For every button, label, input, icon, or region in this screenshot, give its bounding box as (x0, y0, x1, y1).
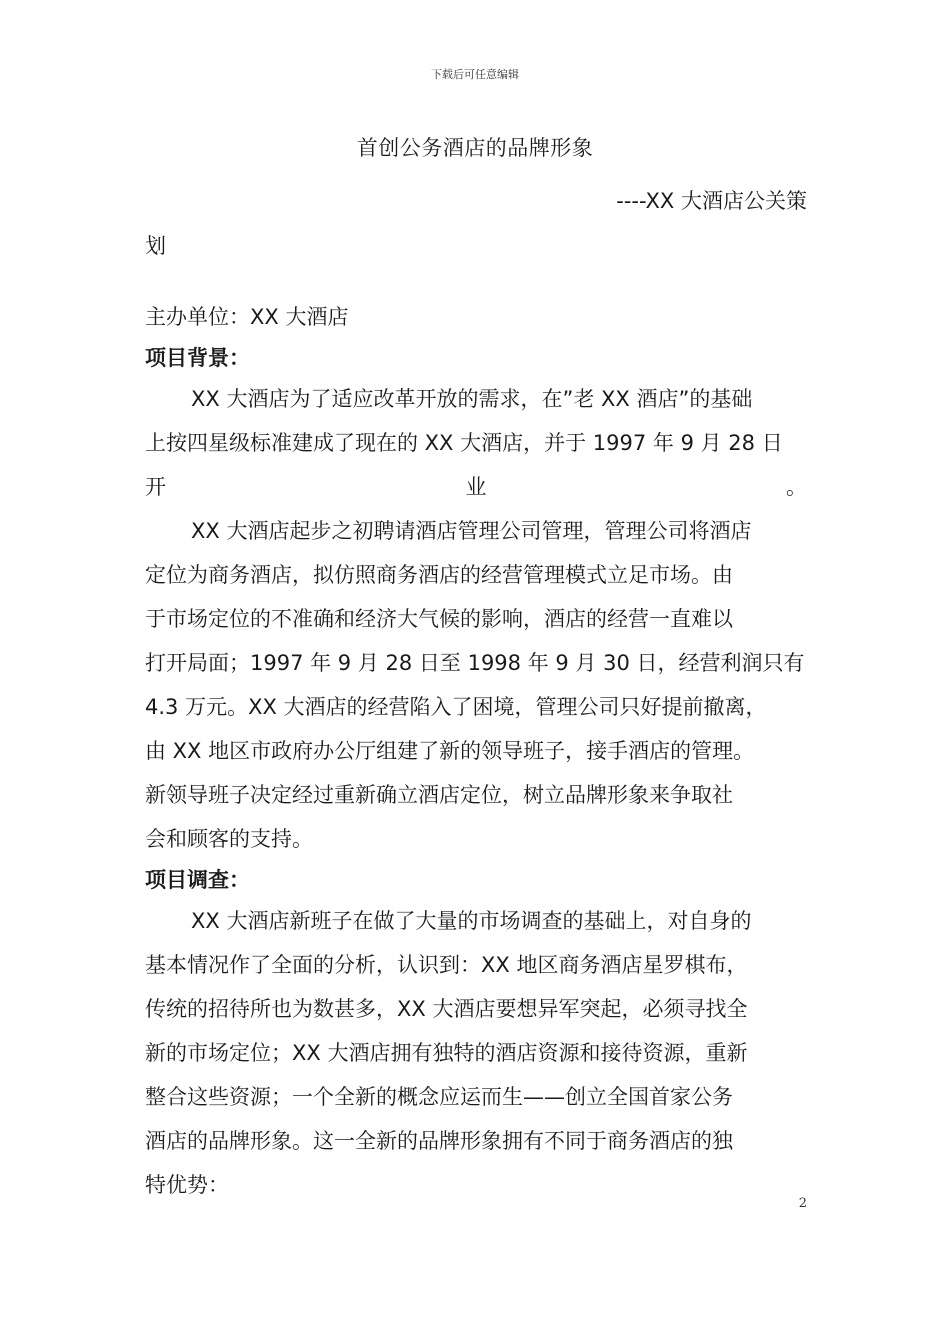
document-subtitle-continued: 划 (145, 234, 166, 258)
paragraph-line: 特优势： (145, 1173, 229, 1197)
paragraph-line: XX 大酒店新班子在做了大量的市场调查的基础上，对自身的 (191, 909, 752, 933)
paragraph-line: 上按四星级标准建成了现在的 XX 大酒店，并于 1997 年 9 月 28 日 (145, 431, 783, 455)
paragraph-line: 于市场定位的不准确和经济大气候的影响，酒店的经营一直难以 (145, 607, 733, 631)
paragraph-line: 酒店的品牌形象。这一全新的品牌形象拥有不同于商务酒店的独 (145, 1129, 733, 1153)
paragraph-line: 整合这些资源；一个全新的概念应运而生——创立全国首家公务 (145, 1085, 733, 1109)
paragraph-line: 传统的招待所也为数甚多，XX 大酒店要想异军突起，必须寻找全 (145, 997, 748, 1021)
document-title: 首创公务酒店的品牌形象 (356, 136, 594, 160)
paragraph-line: 新领导班子决定经过重新确立酒店定位，树立品牌形象来争取社 (145, 783, 733, 807)
page-number: 2 (798, 1196, 807, 1211)
paragraph-line: 4.3 万元。XX 大酒店的经营陷入了困境，管理公司只好提前撤离， (145, 695, 767, 719)
justified-char: 。 (786, 475, 807, 499)
paragraph-line: XX 大酒店为了适应改革开放的需求，在”老 XX 酒店”的基础 (191, 387, 753, 411)
justified-char: 开 (145, 475, 166, 499)
paragraph-line: 定位为商务酒店，拟仿照商务酒店的经营管理模式立足市场。由 (145, 563, 733, 587)
paragraph-line: 打开局面；1997 年 9 月 28 日至 1998 年 9 月 30 日，经营利润只有 (145, 651, 805, 675)
paragraph-justified-line (145, 465, 807, 509)
paragraph-line: XX 大酒店起步之初聘请酒店管理公司管理，管理公司将酒店 (191, 519, 752, 543)
paragraph-line: 由 XX 地区市政府办公厅组建了新的领导班子，接手酒店的管理。 (145, 739, 755, 763)
paragraph-line: 新的市场定位；XX 大酒店拥有独特的酒店资源和接待资源，重新 (145, 1041, 748, 1065)
section-heading-background: 项目背景： (145, 346, 250, 370)
justified-char: 业 (465, 475, 487, 499)
organizer-line: 主办单位：XX 大酒店 (145, 305, 349, 329)
document-body (145, 295, 807, 1207)
paragraph-line: 基本情况作了全面的分析，认识到：XX 地区商务酒店星罗棋布， (145, 953, 748, 977)
page-header-note: 下载后可任意编辑 (431, 68, 519, 81)
paragraph-line: 会和顾客的支持。 (145, 827, 313, 851)
document-subtitle: ----XX 大酒店公关策 (616, 189, 807, 213)
section-heading-investigation: 项目调查： (145, 868, 250, 892)
